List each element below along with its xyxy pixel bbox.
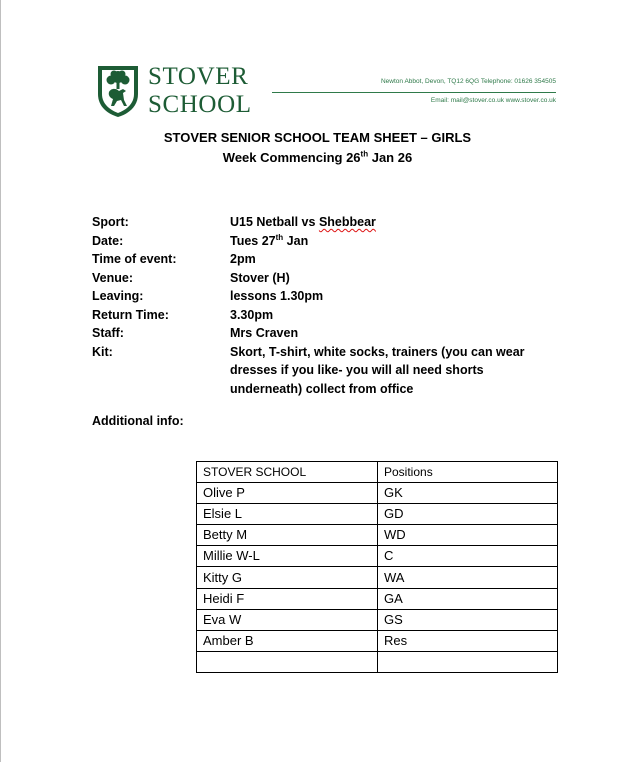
spellcheck-word: Shebbear — [318, 215, 376, 229]
player-position — [378, 651, 558, 672]
player-name: Betty M — [197, 525, 378, 546]
player-position: WA — [378, 567, 558, 588]
player-position: C — [378, 546, 558, 567]
table-row — [197, 546, 558, 567]
player-name — [197, 651, 378, 672]
leaving-label: Leaving: — [92, 289, 144, 303]
venue-value: Stover (H) — [230, 270, 290, 285]
kit-value: Skort, T-shirt, white socks, trainers (you can wear dresses if you like- you will all need shorts underneath) collect from office — [230, 344, 525, 396]
player-position: GA — [378, 588, 558, 609]
week-commencing — [0, 150, 635, 165]
sport-label: Sport: — [92, 215, 129, 229]
school-name-line2: SCHOOL — [148, 91, 252, 118]
team-table — [196, 461, 558, 673]
school-contact: Email: mail@stover.co.uk www.stover.co.uk — [430, 97, 556, 104]
table-row — [197, 630, 558, 651]
kit-label: Kit: — [92, 344, 113, 359]
time-label: Time of event: — [92, 252, 177, 266]
table-header-row — [197, 462, 558, 483]
additional-info-label: Additional info: — [92, 414, 184, 428]
player-position: Res — [378, 630, 558, 651]
school-name-line1: STOVER — [148, 63, 249, 90]
table-row — [197, 567, 558, 588]
header-positions: Positions — [378, 462, 558, 483]
detail-row-leaving — [92, 287, 552, 306]
detail-row-date — [92, 232, 552, 251]
player-name: Eva W — [197, 609, 378, 630]
week-ordinal: th — [360, 149, 369, 159]
page-edge — [0, 0, 1, 762]
player-position: GD — [378, 504, 558, 525]
return-label: Return Time: — [92, 307, 169, 322]
detail-row-sport — [92, 213, 552, 232]
event-details — [92, 213, 552, 398]
sport-value — [230, 213, 552, 232]
staff-label: Staff: — [92, 326, 124, 340]
player-position: GK — [378, 483, 558, 504]
player-position: WD — [378, 525, 558, 546]
table-row — [197, 483, 558, 504]
date-ordinal: th — [275, 232, 284, 242]
sport-value-text: U15 Netball vs — [230, 215, 319, 229]
letterhead-rule — [272, 92, 556, 93]
table-row — [197, 504, 558, 525]
school-crest-logo — [96, 64, 140, 118]
return-value: 3.30pm — [230, 307, 274, 322]
detail-row-venue — [92, 269, 552, 288]
venue-label: Venue: — [92, 270, 133, 285]
date-label: Date: — [92, 233, 124, 248]
week-text: Week Commencing 26 — [222, 150, 361, 165]
table-row — [197, 609, 558, 630]
player-position: GS — [378, 609, 558, 630]
detail-row-staff — [92, 324, 552, 343]
player-name: Millie W-L — [197, 546, 378, 567]
detail-row-kit — [92, 343, 552, 399]
date-value-month: Jan — [283, 233, 309, 248]
school-name — [148, 63, 252, 119]
staff-value: Mrs Craven — [230, 326, 299, 340]
player-name: Heidi F — [197, 588, 378, 609]
letterhead — [96, 64, 556, 122]
date-value-text: Tues 27 — [230, 233, 276, 248]
player-name: Elsie L — [197, 504, 378, 525]
player-name: Olive P — [197, 483, 378, 504]
detail-row-return — [92, 306, 552, 325]
table-row — [197, 525, 558, 546]
player-name: Amber B — [197, 630, 378, 651]
header-school: STOVER SCHOOL — [197, 462, 378, 483]
school-address: Newton Abbot, Devon, TQ12 6QG Telephone: 01626 354505 — [380, 78, 556, 85]
detail-row-time — [92, 250, 552, 269]
week-rest: Jan 26 — [368, 150, 413, 165]
player-name: Kitty G — [197, 567, 378, 588]
time-value: 2pm — [230, 252, 256, 266]
table-row-empty — [197, 651, 558, 672]
date-value — [230, 232, 552, 251]
table-row — [197, 588, 558, 609]
leaving-value: lessons 1.30pm — [230, 289, 324, 303]
sheet-title: STOVER SENIOR SCHOOL TEAM SHEET – GIRLS — [163, 130, 472, 145]
